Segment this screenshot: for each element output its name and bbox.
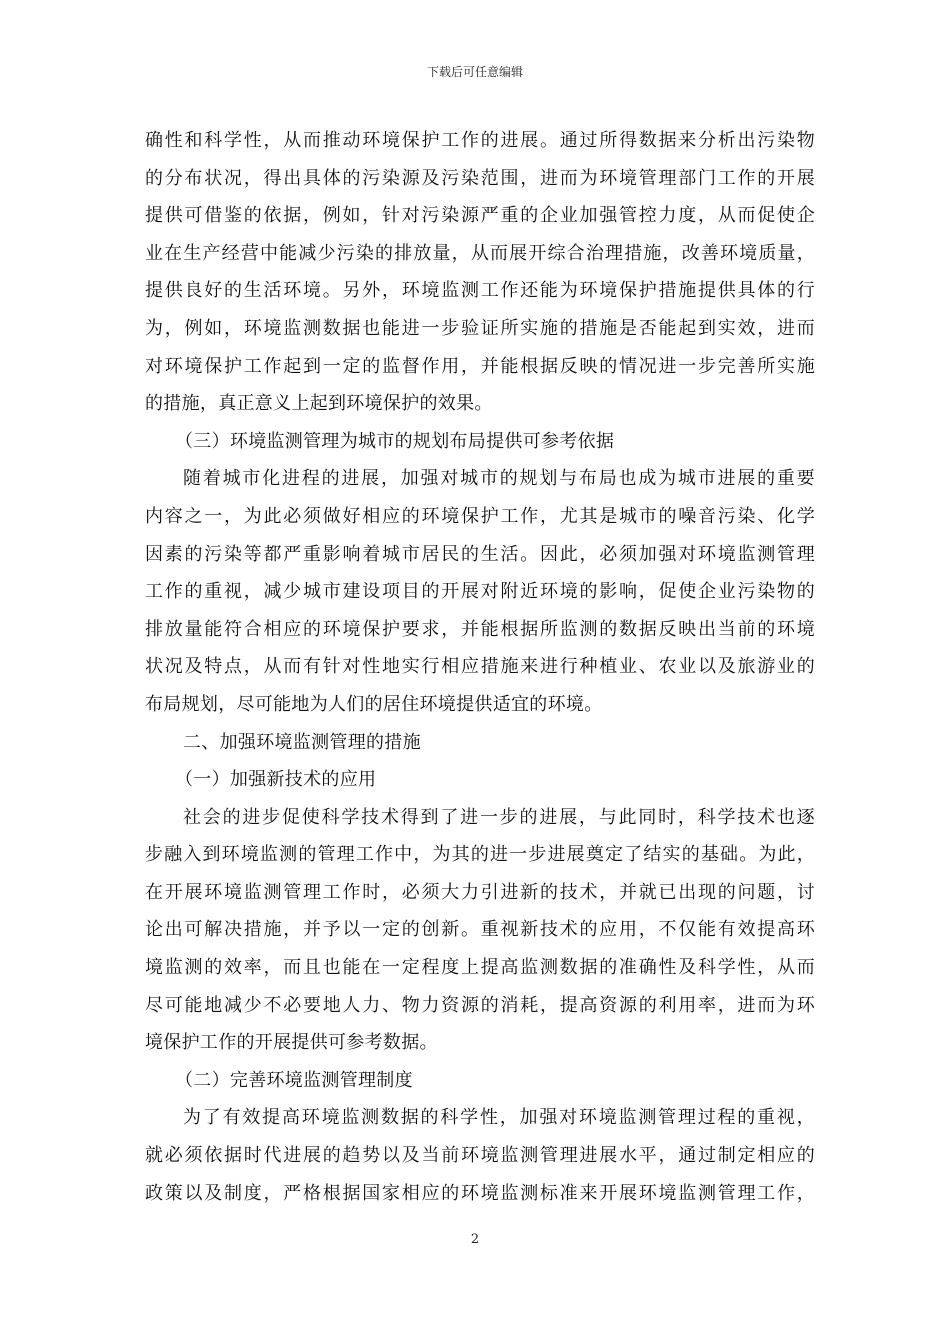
paragraph-line: 的措施，真正意义上起到环境保护的效果。 — [145, 393, 493, 415]
paragraph-line: 提供良好的生活环境。另外，环境监测工作还能为环境保护措施提供具体的行 — [145, 280, 815, 302]
paragraph-line: 境监测的效率，而且也能在一定程度上提高监测数据的准确性及科学性，从而 — [145, 957, 815, 979]
paragraph-line: 论出可解决措施，并予以一定的创新。重视新技术的应用，不仅能有效提高环 — [145, 919, 815, 941]
paragraph-line: 为了有效提高环境监测数据的科学性，加强对环境监测管理过程的重视， — [183, 1107, 815, 1129]
paragraph-line: 因素的污染等都严重影响着城市居民的生活。因此，必须加强对环境监测管理 — [145, 543, 815, 565]
paragraph-line: 就必须依据时代进展的趋势以及当前环境监测管理进展水平，通过制定相应的 — [145, 1145, 815, 1167]
paragraph-line: 社会的进步促使科学技术得到了进一步的进展，与此同时，科学技术也逐 — [183, 806, 815, 828]
paragraph-line: 境保护工作的开展提供可参考数据。 — [145, 1032, 438, 1054]
section-heading: （一）加强新技术的应用 — [175, 769, 377, 791]
paragraph-line: 业在生产经营中能减少污染的排放量，从而展开综合治理措施，改善环境质量， — [145, 242, 815, 264]
paragraph-line: 尽可能地减少不必要地人力、物力资源的消耗，提高资源的利用率，进而为环 — [145, 994, 815, 1016]
page-number: 2 — [470, 1232, 480, 1247]
paragraph-line: 在开展环境监测管理工作时，必须大力引进新的技术，并就已出现的问题，讨 — [145, 881, 815, 903]
paragraph-line: 对环境保护工作起到一定的监督作用，并能根据反映的情况进一步完善所实施 — [145, 355, 815, 377]
paragraph-line: 内容之一，为此必须做好相应的环境保护工作，尤其是城市的噪音污染、化学 — [145, 505, 815, 527]
paragraph-line: 排放量能符合相应的环境保护要求，并能根据所监测的数据反映出当前的环境 — [145, 618, 815, 640]
paragraph-line: 工作的重视，减少城市建设项目的开展对附近环境的影响，促使企业污染物的 — [145, 581, 815, 603]
paragraph-line: 的分布状况，得出具体的污染源及污染范围，进而为环境管理部门工作的开展 — [145, 167, 815, 189]
paragraph-line: 布局规划，尽可能地为人们的居住环境提供适宜的环境。 — [145, 693, 603, 715]
section-heading: （二）完善环境监测管理制度 — [175, 1069, 413, 1091]
paragraph-line: 提供可借鉴的依据，例如，针对污染源严重的企业加强管控力度，从而促使企 — [145, 205, 815, 227]
paragraph-line: 随着城市化进程的进展，加强对城市的规划与布局也成为城市进展的重要 — [183, 468, 815, 490]
paragraph-line: 步融入到环境监测的管理工作中，为其的进一步进展奠定了结实的基础。为此， — [145, 844, 815, 866]
page-footer — [0, 1232, 950, 1248]
page-header — [0, 64, 950, 80]
document-body — [145, 122, 815, 1212]
section-heading: （三）环境监测管理为城市的规划布局提供可参考依据 — [175, 430, 615, 452]
paragraph-line: 确性和科学性，从而推动环境保护工作的进展。通过所得数据来分析出污染物 — [145, 130, 815, 151]
paragraph-line: 政策以及制度，严格根据国家相应的环境监测标准来开展环境监测管理工作， — [145, 1182, 815, 1204]
paragraph-line: 为，例如，环境监测数据也能进一步验证所实施的措施是否能起到实效，进而 — [145, 317, 815, 339]
paragraph-line: 状况及特点，从而有针对性地实行相应措施来进行种植业、农业以及旅游业的 — [145, 656, 815, 678]
chapter-heading: 二、加强环境监测管理的措施 — [183, 731, 421, 753]
header-text: 下载后可任意编辑 — [426, 65, 523, 79]
